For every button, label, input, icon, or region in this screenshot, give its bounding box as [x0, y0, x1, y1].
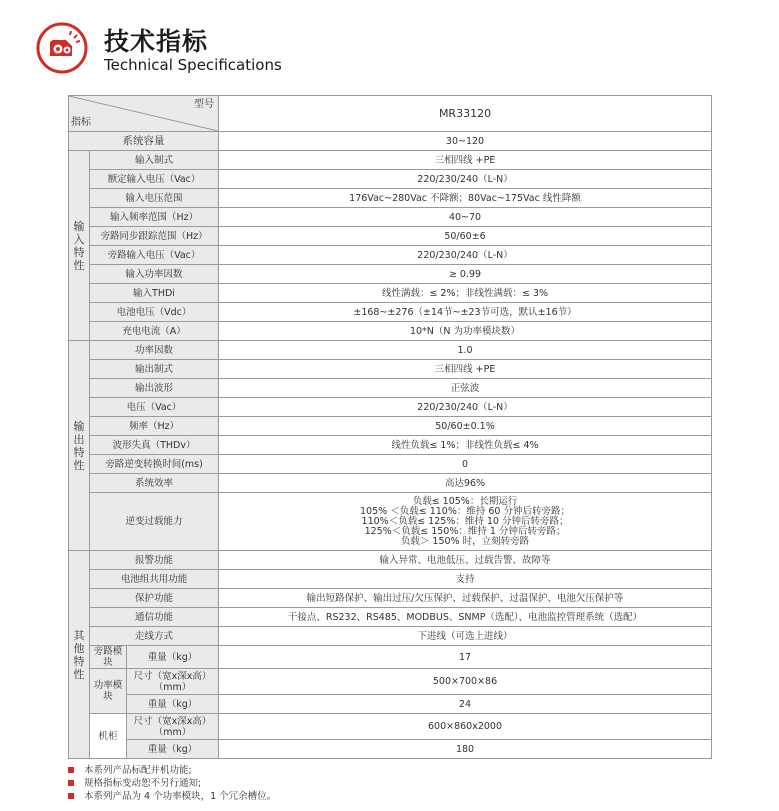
table-row: [69, 455, 712, 474]
table-row: [69, 303, 712, 322]
row-label: 功率因数: [90, 341, 219, 360]
row-label: 输入功率因数: [90, 265, 219, 284]
row-value: 50/60±0.1%: [219, 417, 712, 436]
bullet-square-icon: [68, 780, 74, 786]
overload-line: 110%＜负载≤ 125%：维持 10 分钟后转旁路；: [361, 515, 569, 527]
row-value: 220/230/240（L-N）: [219, 170, 712, 189]
table-row: [69, 669, 712, 695]
cabinet-size-value: 600×860x2000: [219, 714, 712, 740]
row-label: 输入频率范围（Hz）: [90, 208, 219, 227]
bypass-weight-value: 17: [219, 646, 712, 669]
row-label: 输入THDi: [90, 284, 219, 303]
row-label: 输入制式: [90, 151, 219, 170]
table-row: [69, 695, 712, 714]
row-label: 保护功能: [90, 589, 219, 608]
page-subtitle: Technical Specifications: [104, 56, 282, 74]
cabinet-label: 机柜: [90, 714, 127, 759]
row-label: 电池电压（Vdc）: [90, 303, 219, 322]
table-header-row: [69, 96, 712, 132]
output-category: 输 出 特 性: [69, 341, 90, 551]
row-value: 176Vac~280Vac 不降额；80Vac~175Vac 线性降额: [219, 189, 712, 208]
row-label: 旁路输入电压（Vac）: [90, 246, 219, 265]
header-index-label: 指标: [71, 117, 91, 128]
table-row: [69, 608, 712, 627]
row-value: ≥ 0.99: [219, 265, 712, 284]
row-value: 线性负载≤ 1%；非线性负载≤ 4%: [219, 436, 712, 455]
page-title: 技术指标: [104, 27, 209, 56]
row-label: 旁路逆变转换时间(ms): [90, 455, 219, 474]
row-value: 三相四线 +PE: [219, 360, 712, 379]
row-value: 正弦波: [219, 379, 712, 398]
row-value: 高达96%: [219, 474, 712, 493]
table-row: [69, 646, 712, 669]
bullet-square-icon: [68, 793, 74, 799]
bullet-square-icon: [68, 767, 74, 773]
bypass-module-label: 旁路模块: [90, 646, 127, 669]
table-row: [69, 551, 712, 570]
table-row: [69, 170, 712, 189]
table-row: [69, 246, 712, 265]
table-row: [69, 398, 712, 417]
table-row: [69, 360, 712, 379]
table-row: [69, 265, 712, 284]
table-row: [69, 322, 712, 341]
table-row: [69, 589, 712, 608]
cabinet-weight-value: 180: [219, 740, 712, 759]
table-row: [69, 132, 712, 151]
overload-line: 负载≤ 105%：长期运行: [412, 495, 518, 507]
header-model-label: 型号: [194, 99, 215, 110]
row-value: 0: [219, 455, 712, 474]
row-value: 输出短路保护、输出过压/欠压保护、过载保护、过温保护、电池欠压保护等: [219, 589, 712, 608]
gear-cog-icon: [36, 22, 88, 74]
row-label: 报警功能: [90, 551, 219, 570]
row-value: 50/60±6: [219, 227, 712, 246]
table-row: [69, 379, 712, 398]
bypass-weight-label: 重量（kg）: [127, 646, 219, 669]
table-row: [69, 436, 712, 455]
table-row: [69, 151, 712, 170]
spec-table: [68, 95, 712, 759]
power-weight-value: 24: [219, 695, 712, 714]
table-row: [69, 208, 712, 227]
footnotes: [68, 764, 276, 803]
table-row: [69, 189, 712, 208]
row-value: 支持: [219, 570, 712, 589]
table-row: [69, 493, 712, 551]
row-label: 电池组共用功能: [90, 570, 219, 589]
table-row: [69, 227, 712, 246]
row-label: 波形失真（THDv）: [90, 436, 219, 455]
row-value: ±168~±276（±14节~±23节可选，默认±16节）: [219, 303, 712, 322]
cabinet-weight-label: 重量（kg）: [127, 740, 219, 759]
row-label: 旁路同步跟踪范围（Hz）: [90, 227, 219, 246]
model-name: MR33120: [219, 96, 712, 132]
list-item: 本系列产品标配并机功能;: [68, 764, 276, 777]
row-value: 输入异常、电池低压、过载告警、故障等: [219, 551, 712, 570]
row-label: 输出制式: [90, 360, 219, 379]
row-label: 输出波形: [90, 379, 219, 398]
row-value: 10*N（N 为功率模块数）: [219, 322, 712, 341]
power-size-value: 500×700×86: [219, 669, 712, 695]
table-row: [69, 570, 712, 589]
capacity-label: 系统容量: [69, 132, 219, 151]
power-size-label: 尺寸（宽x深x高） （mm）: [127, 669, 219, 695]
row-value: 线性满载：≤ 2%；非线性满载：≤ 3%: [219, 284, 712, 303]
other-category: 其 他 特 性: [69, 551, 90, 759]
overload-line: 105% ＜负载≤ 110%：维持 60 分钟后转旁路；: [360, 505, 570, 517]
table-row: [69, 627, 712, 646]
overload-label: 逆变过载能力: [90, 493, 219, 551]
cabinet-size-label: 尺寸（宽x深x高） （mm）: [127, 714, 219, 740]
row-label: 通信功能: [90, 608, 219, 627]
power-weight-label: 重量（kg）: [127, 695, 219, 714]
row-label: 走线方式: [90, 627, 219, 646]
row-value: 干接点、RS232、RS485、MODBUS、SNMP（选配）、电池监控管理系统（选配）: [219, 608, 712, 627]
table-row: [69, 341, 712, 360]
row-value: 220/230/240（L-N）: [219, 246, 712, 265]
capacity-value: 30~120: [219, 132, 712, 151]
table-row: [69, 740, 712, 759]
overload-line: 负载＞ 150% 时，立刻转旁路: [400, 535, 530, 547]
overload-line: 125%＜负载≤ 150%：维持 1 分钟后转旁路；: [364, 525, 566, 537]
table-row: [69, 714, 712, 740]
row-label: 额定输入电压（Vac）: [90, 170, 219, 189]
page-header: [36, 18, 736, 82]
row-value: 220/230/240（L-N）: [219, 398, 712, 417]
row-label: 输入电压范围: [90, 189, 219, 208]
row-value: 下进线（可选上进线）: [219, 627, 712, 646]
row-value: 三相四线 +PE: [219, 151, 712, 170]
input-category: 输 入 特 性: [69, 151, 90, 341]
list-item: 规格指标变动恕不另行通知;: [68, 777, 276, 790]
row-value: 40~70: [219, 208, 712, 227]
row-label: 电压（Vac）: [90, 398, 219, 417]
list-item: 本系列产品为 4 个功率模块，1 个冗余槽位。: [68, 790, 276, 803]
table-row: [69, 417, 712, 436]
overload-value: [219, 493, 712, 551]
row-label: 充电电流（A）: [90, 322, 219, 341]
table-row: [69, 284, 712, 303]
power-module-label: 功率模块: [90, 669, 127, 714]
header-diagonal-cell: [69, 96, 219, 132]
table-row: [69, 474, 712, 493]
row-value: 1.0: [219, 341, 712, 360]
row-label: 频率（Hz）: [90, 417, 219, 436]
row-label: 系统效率: [90, 474, 219, 493]
